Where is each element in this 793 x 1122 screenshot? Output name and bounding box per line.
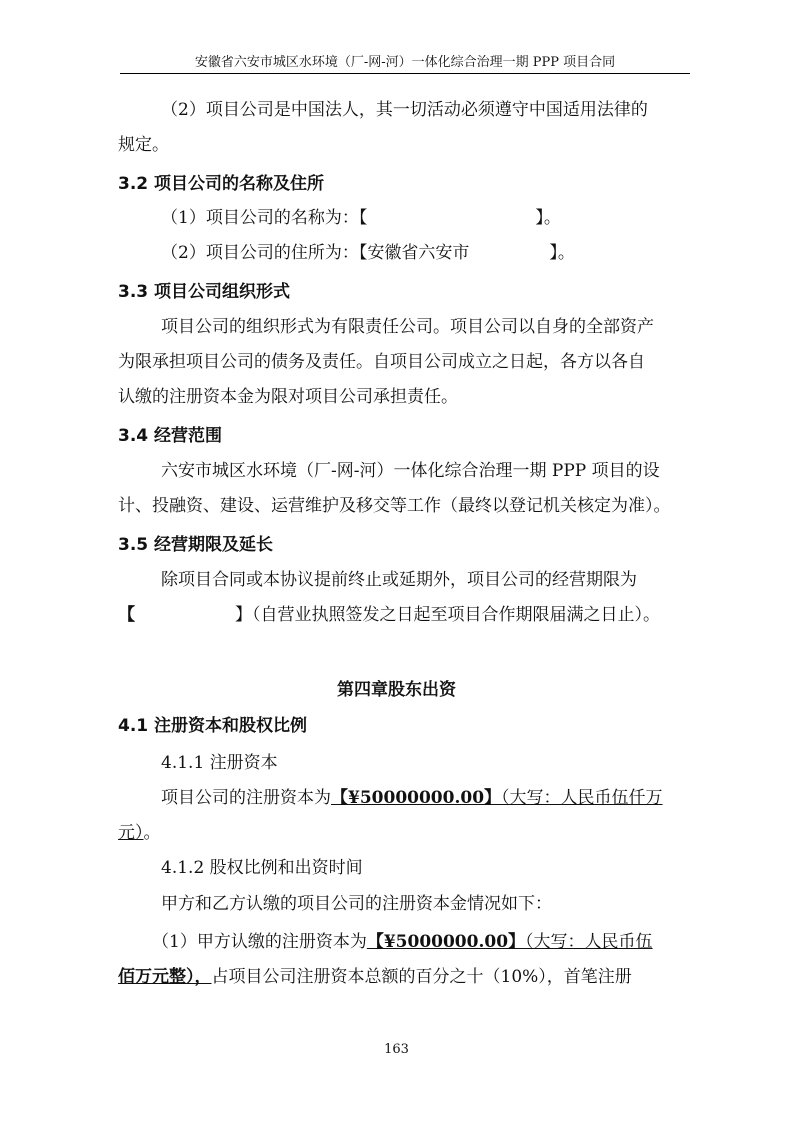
header-divider xyxy=(120,73,690,74)
section-heading-3-5: 3.5 经营期限及延长 xyxy=(118,535,274,555)
company-name-line xyxy=(161,206,561,230)
paragraph-line: 甲方和乙方认缴的项目公司的注册资本金情况如下： xyxy=(161,894,552,914)
party-a-amount: 【¥5000000.00】 xyxy=(366,932,526,952)
paragraph-line: （2）项目公司是中国法人，其一切活动必须遵守中国适用法律的 xyxy=(161,100,648,120)
paragraph-line: 规定。 xyxy=(118,135,169,155)
paragraph-line: 计、投融资、建设、运营维护及移交等工作（最终以登记机关核定为准）。 xyxy=(118,496,671,516)
party-a-rest: 占项目公司注册资本总额的百分之十（10%），首笔注册 xyxy=(211,967,632,987)
subsection-heading: 4.1.2 股权比例和出资时间 xyxy=(161,858,363,878)
company-name-suffix: 】。 xyxy=(535,208,561,228)
registered-capital-line xyxy=(161,786,663,810)
company-address-line xyxy=(161,241,575,265)
company-address-prefix: （2）项目公司的住所为：【安徽省六安市 xyxy=(161,243,470,263)
section-heading-3-3: 3.3 项目公司组织形式 xyxy=(118,282,291,302)
company-address-suffix: 】。 xyxy=(549,243,575,263)
chapter-title: 第四章股东出资 xyxy=(337,680,456,700)
registered-capital-line-2 xyxy=(118,821,161,845)
term-open-bracket: 【 xyxy=(118,605,135,625)
party-a-words-end: 佰万元整）， xyxy=(118,967,212,987)
section-heading-4-1: 4.1 注册资本和股权比例 xyxy=(118,716,308,736)
capital-amount: 【¥50000000.00】 xyxy=(331,788,502,808)
section-heading-3-2: 3.2 项目公司的名称及住所 xyxy=(118,174,325,194)
subsection-heading: 4.1.1 注册资本 xyxy=(161,753,278,773)
party-a-capital-line xyxy=(152,930,653,954)
capital-prefix: 项目公司的注册资本为 xyxy=(161,788,331,808)
paragraph-line: 六安市城区水环境（厂-网-河）一体化综合治理一期 PPP 项目的设 xyxy=(161,461,660,481)
party-a-capital-line-2 xyxy=(118,965,632,989)
paragraph-line: 项目公司的组织形式为有限责任公司。项目公司以自身的全部资产 xyxy=(161,317,654,337)
term-rest: 】（自营业执照签发之日起至项目合作期限届满之日止）。 xyxy=(235,605,660,625)
paragraph-line: 认缴的注册资本金为限对项目公司承担责任。 xyxy=(118,387,458,407)
term-line xyxy=(118,603,660,627)
capital-words: （大写：人民币伍仟万 xyxy=(501,788,663,808)
section-heading-3-4: 3.4 经营范围 xyxy=(118,426,223,446)
paragraph-line: 为限承担项目公司的债务及责任。自项目公司成立之日起，各方以各自 xyxy=(118,352,645,372)
company-name-prefix: （1）项目公司的名称为：【 xyxy=(161,208,368,228)
running-header: 安徽省六安市城区水环境（厂-网-河）一体化综合治理一期 PPP 项目合同 xyxy=(194,55,616,70)
paragraph-line: 除项目合同或本协议提前终止或延期外，项目公司的经营期限为 xyxy=(161,570,637,590)
party-a-words: （大写：人民币伍 xyxy=(525,932,653,952)
capital-end: 。 xyxy=(143,823,161,843)
capital-words-end: 元） xyxy=(118,823,144,843)
party-a-prefix: （1）甲方认缴的注册资本为 xyxy=(152,932,367,952)
page-number: 163 xyxy=(384,1042,409,1057)
